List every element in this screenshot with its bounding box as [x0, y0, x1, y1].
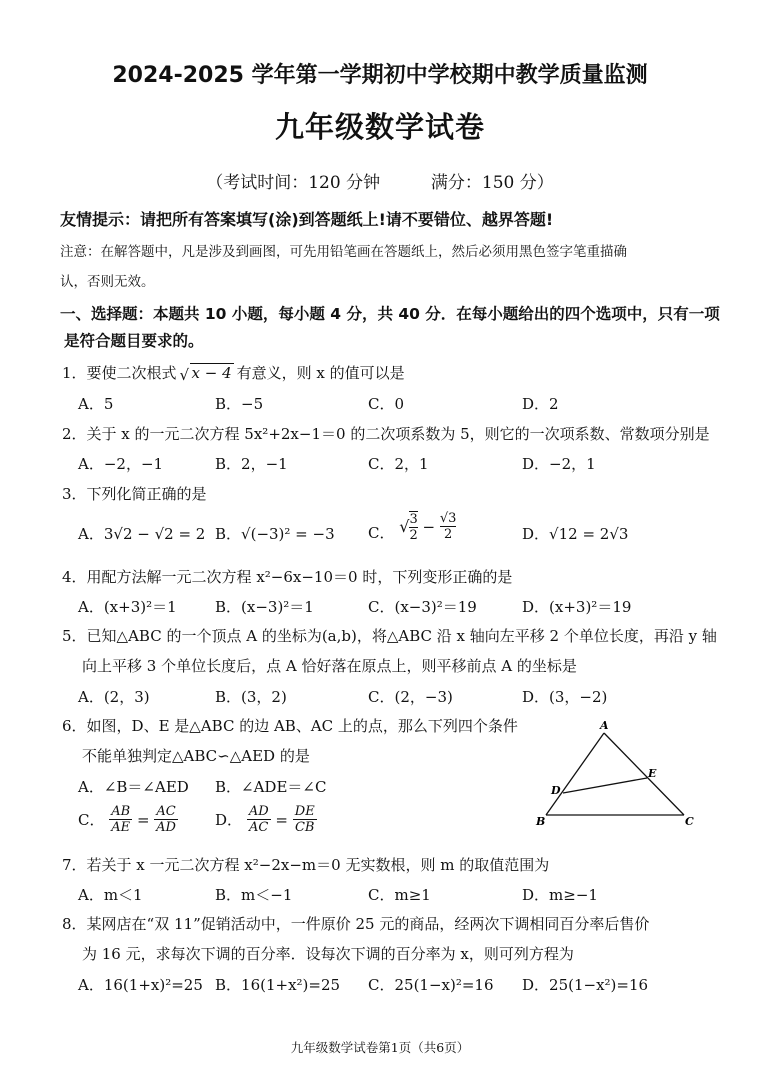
q1-option-b[interactable]: B．−5	[215, 395, 264, 413]
q3-option-d-label: D．	[522, 525, 550, 543]
q6-c-den1: AE	[111, 820, 131, 835]
q4-stem: 4．用配方法解一元二次方程 x²−6x−10＝0 时，下列变形正确的是	[62, 568, 513, 586]
q6-option-a[interactable]: A．∠B＝∠AED	[78, 778, 189, 796]
q3-option-b[interactable]	[215, 523, 335, 544]
q6-d-num2: DE	[294, 804, 315, 819]
q8-stem-line2: 为 16 元，求每次下调的百分率．设每次下调的百分率为 x，则可列方程为	[82, 945, 574, 963]
q6-d-den2: CB	[294, 820, 315, 835]
q3-c-num2: √3	[439, 511, 457, 526]
q8-option-a[interactable]: A．16(1+x)²=25	[78, 976, 203, 994]
section1-heading-line1: 一、选择题：本题共 10 小题，每小题 4 分，共 40 分．在每小题给出的四个选项中，只有一项	[60, 305, 720, 323]
q6-c-num2: AC	[156, 804, 176, 819]
q5-option-a[interactable]: A．(2，3)	[78, 688, 150, 706]
label-e: E	[648, 767, 657, 780]
q5-option-c[interactable]: C．(2，−3)	[368, 688, 453, 706]
side-ac	[604, 733, 684, 815]
q3-c-num1: 3	[409, 511, 418, 527]
q1-stem	[62, 362, 405, 383]
q6-option-b[interactable]: B．∠ADE＝∠C	[215, 778, 327, 796]
q1-option-c[interactable]: C．0	[368, 395, 405, 413]
page-footer: 九年级数学试卷第1页（共6页）	[290, 1040, 470, 1055]
q2-option-a[interactable]: A．−2，−1	[78, 455, 164, 473]
q6-d-num1: AD	[248, 804, 269, 819]
q1-radicand: x − 4	[191, 364, 232, 382]
q3-option-b-label: B．	[215, 525, 242, 543]
label-a: A	[600, 719, 609, 732]
side-ab	[546, 733, 604, 815]
q6-d-den1: AC	[249, 820, 269, 835]
label-b: B	[536, 815, 546, 828]
q4-option-a[interactable]: A．(x+3)²＝1	[78, 598, 177, 616]
q7-option-b[interactable]: B．m＜−1	[215, 886, 293, 904]
exam-title: 九年级数学试卷	[274, 110, 485, 144]
q6-stem-line2: 不能单独判定△ABC∽△AED 的是	[82, 747, 310, 765]
label-c: C	[685, 815, 694, 828]
q6-option-d[interactable]: D． $\frac{AD}{AC}$ = $\frac{DE}{CB}$	[215, 804, 315, 835]
full-score: 满分：150 分）	[430, 173, 554, 193]
q1-option-d[interactable]: D．2	[522, 395, 559, 413]
section1-heading-line2: 是符合题目要求的。	[64, 332, 204, 350]
q7-option-c[interactable]: C．m≥1	[368, 886, 431, 904]
q3-option-a-label: A．	[78, 525, 104, 543]
q3-option-c-label: C．	[368, 524, 395, 542]
q2-option-b[interactable]: B．2，−1	[215, 455, 288, 473]
q3-option-b-expr: √(−3)² = −3	[241, 525, 335, 543]
q8-option-d[interactable]: D．25(1−x²)=16	[522, 976, 649, 994]
q2-option-d[interactable]: D．−2，1	[522, 455, 596, 473]
q1-stem-pre: 1．要使二次根式	[62, 364, 177, 382]
q8-stem-line1: 8．某网店在“双 11”促销活动中，一件原价 25 元的商品，经两次下调相同百分率后售价	[62, 915, 650, 933]
q7-stem: 7．若关于 x 一元二次方程 x²−2x−m＝0 无实数根，则 m 的取值范围为	[62, 856, 550, 874]
q1-stem-post: 有意义，则 x 的值可以是	[236, 364, 405, 382]
q8-option-c[interactable]: C．25(1−x)²=16	[368, 976, 494, 994]
note-line1	[60, 240, 627, 260]
q3-c-den1: 2	[409, 527, 418, 543]
q3-option-d[interactable]	[522, 523, 628, 544]
exam-title-line1: 2024-2025 学年第一学期初中学校期中教学质量监测	[112, 63, 648, 88]
q4-option-d[interactable]: D．(x+3)²＝19	[522, 598, 632, 616]
note-text: 注意：在解答题中，凡是涉及到画图，可先用铅笔画在答题纸上，然后必须用黑色签字笔重描确	[60, 244, 627, 260]
q3-option-a[interactable]	[78, 523, 205, 544]
q7-option-a[interactable]: A．m＜1	[78, 886, 143, 904]
q5-option-b[interactable]: B．(3，2)	[215, 688, 287, 706]
triangle-figure	[530, 715, 700, 835]
q2-stem: 2．关于 x 的一元二次方程 5x²+2x−1＝0 的二次项系数为 5，则它的一次项系数、常数项分别是	[62, 425, 710, 443]
segment-de	[563, 778, 647, 793]
q6-option-c[interactable]: C． $\frac{AB}{AE}$ = $\frac{AC}{AD}$	[78, 804, 176, 835]
q6-stem-line1: 6．如图，D、E 是△ABC 的边 AB、AC 上的点，那么下列四个条件	[62, 717, 518, 735]
q3-stem: 3．下列化简正确的是	[62, 485, 207, 503]
q3-c-den2: 2	[444, 527, 453, 542]
q5-stem-line1: 5．已知△ABC 的一个顶点 A 的坐标为(a,b)，将△ABC 沿 x 轴向左平移 2 个单位长度，再沿 y 轴	[62, 627, 717, 645]
q6-option-c-label: C．	[78, 811, 105, 829]
friendly-tip: 友情提示：请把所有答案填写(涂)到答题纸上!请不要错位、越界答题!	[60, 210, 554, 229]
note-line2: 认，否则无效。	[60, 274, 155, 290]
exam-time: （考试时间：120 分钟	[206, 173, 381, 193]
q2-option-c[interactable]: C．2，1	[368, 455, 429, 473]
q7-option-d[interactable]: D．m≥−1	[522, 886, 598, 904]
q1-option-a[interactable]: A．5	[78, 395, 114, 413]
label-d: D	[551, 784, 561, 797]
q6-option-d-label: D．	[215, 811, 243, 829]
q6-c-den2: AD	[156, 820, 176, 835]
exam-info	[0, 168, 760, 193]
q4-option-c[interactable]: C．(x−3)²＝19	[368, 598, 477, 616]
q3-option-c[interactable]: C． √ $\frac{3}{2}$ − $\frac{√3}{2}$	[368, 511, 457, 543]
q3-option-a-expr: 3√2 − √2 = 2	[103, 525, 206, 543]
q4-option-b[interactable]: B．(x−3)²＝1	[215, 598, 314, 616]
q5-option-d[interactable]: D．(3，−2)	[522, 688, 608, 706]
q1-radical: √ x − 4	[179, 364, 232, 384]
q6-c-num1: AB	[111, 804, 131, 819]
q3-option-d-expr: √12 = 2√3	[549, 525, 629, 543]
q8-option-b[interactable]: B．16(1+x²)=25	[215, 976, 341, 994]
q5-stem-line2: 向上平移 3 个单位长度后，点 A 恰好落在原点上，则平移前点 A 的坐标是	[82, 657, 577, 675]
